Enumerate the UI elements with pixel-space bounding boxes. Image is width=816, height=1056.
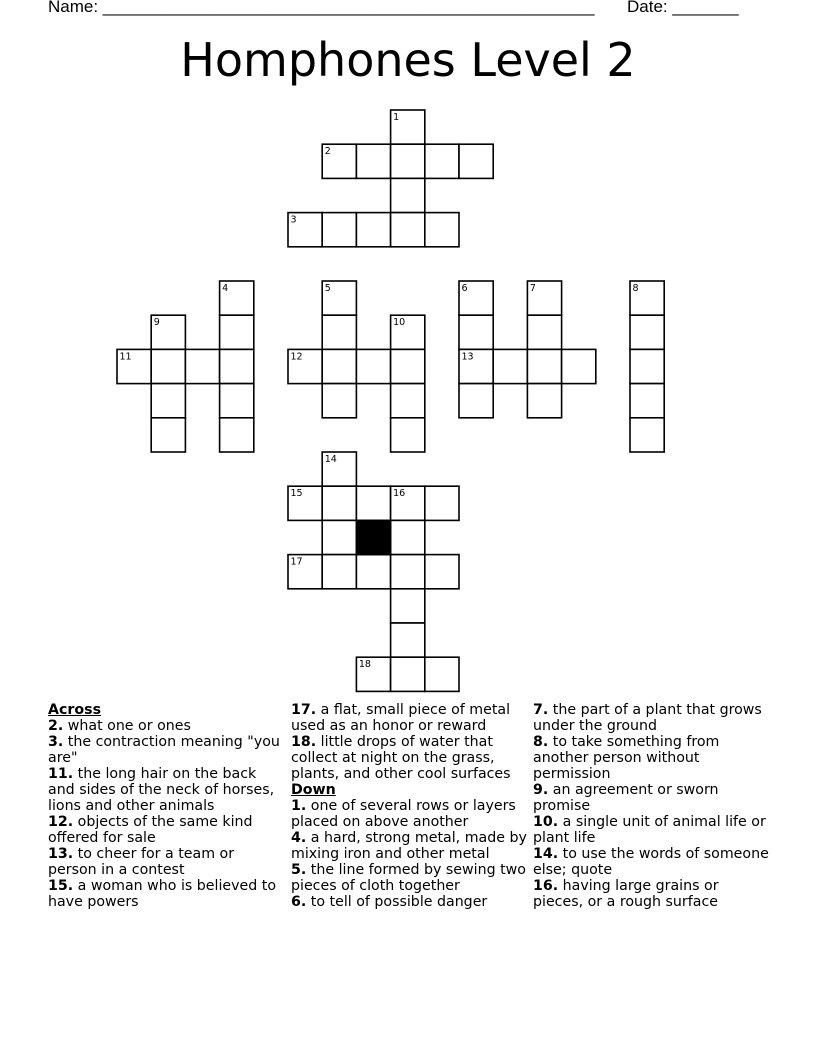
clue-item-number: 10.: [533, 814, 559, 830]
clue-item-number: 7.: [533, 702, 549, 718]
crossword-cell[interactable]: [391, 349, 425, 383]
clue-column-1: [48, 702, 284, 910]
clue-item-number: 4.: [291, 830, 307, 846]
crossword-cell[interactable]: [391, 110, 425, 144]
clue-item-number: 5.: [291, 862, 307, 878]
crossword-cell[interactable]: [527, 315, 561, 349]
crossword-cell[interactable]: [391, 144, 425, 178]
date-field-label[interactable]: Date: _______: [627, 0, 739, 16]
crossword-cell[interactable]: [322, 213, 356, 247]
clue-item: [48, 878, 284, 910]
crossword-cell[interactable]: [288, 555, 322, 589]
clue-number: 14: [324, 454, 337, 465]
crossword-cell[interactable]: [459, 281, 493, 315]
crossword-cell[interactable]: [356, 486, 390, 520]
crossword-cell[interactable]: [220, 349, 254, 383]
clue-item: [48, 734, 284, 766]
crossword-cell[interactable]: [459, 384, 493, 418]
crossword-cell[interactable]: [322, 384, 356, 418]
crossword-cell[interactable]: [630, 315, 664, 349]
clue-item: [48, 846, 284, 878]
clue-item: [48, 766, 284, 814]
crossword-cell[interactable]: [459, 144, 493, 178]
clue-item-text: the part of a plant that grows under the ground: [533, 702, 762, 734]
crossword-cell[interactable]: [630, 349, 664, 383]
clue-item-text: a hard, strong metal, made by mixing iron and other metal: [291, 830, 527, 862]
crossword-cell[interactable]: [185, 349, 219, 383]
crossword-cell[interactable]: [117, 349, 151, 383]
crossword-cell[interactable]: [425, 657, 459, 691]
clue-item-text: a flat, small piece of metal used as an honor or reward: [291, 702, 511, 734]
crossword-cell[interactable]: [459, 315, 493, 349]
crossword-cell[interactable]: [391, 418, 425, 452]
crossword-cell[interactable]: [391, 178, 425, 212]
clue-item-number: 11.: [48, 766, 74, 782]
crossword-cell[interactable]: [288, 486, 322, 520]
clue-item-number: 13.: [48, 846, 74, 862]
clue-item-text: to cheer for a team or person in a contest: [48, 846, 235, 878]
crossword-cell[interactable]: [391, 657, 425, 691]
clue-item: [291, 894, 527, 910]
clue-item: [533, 702, 769, 734]
crossword-cell[interactable]: [322, 281, 356, 315]
crossword-cell[interactable]: [527, 384, 561, 418]
crossword-cell[interactable]: [391, 623, 425, 657]
clue-item: [533, 734, 769, 782]
crossword-cell[interactable]: [220, 384, 254, 418]
crossword-cell[interactable]: [151, 349, 185, 383]
crossword-cell[interactable]: [356, 213, 390, 247]
clue-heading: Across: [48, 702, 102, 718]
crossword-cell[interactable]: [322, 520, 356, 554]
clue-item-text: the long hair on the back and sides of the neck of horses, lions and other animals: [48, 766, 275, 814]
clue-item-text: to use the words of someone else; quote: [533, 846, 769, 878]
clue-item-text: a woman who is believed to have powers: [48, 878, 277, 910]
clue-item: [533, 782, 769, 814]
crossword-cell[interactable]: [220, 281, 254, 315]
clue-item-number: 1.: [291, 798, 307, 814]
clue-item-number: 15.: [48, 878, 74, 894]
crossword-cell[interactable]: [391, 589, 425, 623]
crossword-cell[interactable]: [322, 144, 356, 178]
clue-number: 16: [393, 488, 406, 500]
clue-item-number: 14.: [533, 846, 559, 862]
clue-item-text: little drops of water that collect at night on the grass, plants, and other cool surfaces: [291, 734, 511, 782]
crossword-cell[interactable]: [322, 486, 356, 520]
crossword-cell[interactable]: [391, 520, 425, 554]
crossword-cell[interactable]: [356, 657, 390, 691]
crossword-cell[interactable]: [322, 349, 356, 383]
crossword-cell[interactable]: [425, 486, 459, 520]
blocked-cell: [356, 520, 390, 554]
clue-number: 6: [461, 283, 468, 294]
clue-item-number: 8.: [533, 734, 549, 750]
crossword-cell[interactable]: [425, 144, 459, 178]
crossword-cell[interactable]: [220, 315, 254, 349]
crossword-cell[interactable]: [391, 384, 425, 418]
clue-number: 5: [324, 283, 331, 294]
clue-item: [48, 718, 284, 734]
clue-item-text: the contraction meaning "you are": [48, 734, 280, 766]
clue-item: [533, 878, 769, 910]
crossword-cell[interactable]: [391, 486, 425, 520]
clue-number: 9: [153, 317, 160, 329]
crossword-cell[interactable]: [459, 349, 493, 383]
clue-item-number: 9.: [533, 782, 549, 798]
crossword-cell[interactable]: [220, 418, 254, 452]
clue-item-text: an agreement or sworn promise: [533, 782, 719, 814]
crossword-cell[interactable]: [151, 384, 185, 418]
clue-item-text: to tell of possible danger: [306, 894, 488, 910]
clue-item: [533, 814, 769, 846]
clue-number: 8: [632, 283, 639, 294]
crossword-cell[interactable]: [322, 315, 356, 349]
crossword-cell[interactable]: [630, 281, 664, 315]
clue-number: 3: [290, 214, 297, 226]
clue-number: 13: [461, 351, 474, 363]
clue-column-2: [291, 702, 527, 910]
clue-item-text: to take something from another person without permission: [533, 734, 720, 782]
clue-number: 11: [119, 351, 132, 363]
crossword-cell[interactable]: [425, 213, 459, 247]
crossword-cell[interactable]: [151, 315, 185, 349]
clue-item-number: 3.: [48, 734, 64, 750]
crossword-cell[interactable]: [527, 281, 561, 315]
crossword-cell[interactable]: [151, 418, 185, 452]
crossword-cell[interactable]: [493, 349, 527, 383]
clue-column-3: [533, 702, 769, 910]
clue-item-text: one of several rows or layers placed on above another: [291, 798, 516, 830]
clue-item-number: 12.: [48, 814, 74, 830]
clue-item: [533, 846, 769, 878]
clue-heading: Down: [291, 782, 336, 798]
clue-item-number: 18.: [291, 734, 317, 750]
crossword-cell[interactable]: [391, 213, 425, 247]
crossword-cell[interactable]: [527, 349, 561, 383]
clue-item-number: 2.: [48, 718, 64, 734]
clue-number: 1: [393, 112, 400, 123]
clue-item: [291, 830, 527, 862]
crossword-cell[interactable]: [356, 144, 390, 178]
clue-number: 2: [324, 146, 331, 158]
crossword-cell[interactable]: [630, 384, 664, 418]
clue-number: 10: [393, 317, 406, 329]
crossword-cell[interactable]: [322, 555, 356, 589]
page-title: Homphones Level 2: [180, 33, 636, 87]
clue-item-text: having large grains or pieces, or a rough surface: [533, 878, 719, 910]
name-field-label[interactable]: Name: ____________________________________________________: [48, 0, 595, 16]
crossword-cell[interactable]: [630, 418, 664, 452]
clue-number: 12: [290, 351, 303, 363]
crossword-cell[interactable]: [356, 555, 390, 589]
clue-item-text: the line formed by sewing two pieces of cloth together: [291, 862, 526, 894]
clue-number: 18: [358, 659, 371, 671]
crossword-cell[interactable]: [288, 213, 322, 247]
crossword-cell[interactable]: [356, 349, 390, 383]
crossword-cell[interactable]: [391, 315, 425, 349]
clue-item: [48, 814, 284, 846]
header: [48, 0, 748, 17]
clue-number: 7: [529, 283, 536, 294]
clue-item: [291, 702, 527, 734]
crossword-cell[interactable]: [391, 555, 425, 589]
clue-item: [291, 734, 527, 782]
clue-item: [291, 798, 527, 830]
clue-item-text: what one or ones: [63, 718, 191, 734]
clue-item-number: 16.: [533, 878, 559, 894]
clue-item-text: objects of the same kind offered for sale: [48, 814, 253, 846]
clue-item: [291, 862, 527, 894]
clue-item-number: 6.: [291, 894, 307, 910]
crossword-cell[interactable]: [425, 555, 459, 589]
crossword-cell[interactable]: [562, 349, 596, 383]
clue-number: 15: [290, 488, 303, 500]
clue-number: 17: [290, 556, 303, 568]
crossword-cell[interactable]: [322, 452, 356, 486]
clue-item-text: a single unit of animal life or plant life: [533, 814, 766, 846]
clue-item-number: 17.: [291, 702, 317, 718]
clue-number: 4: [222, 283, 229, 294]
crossword-cell[interactable]: [288, 349, 322, 383]
